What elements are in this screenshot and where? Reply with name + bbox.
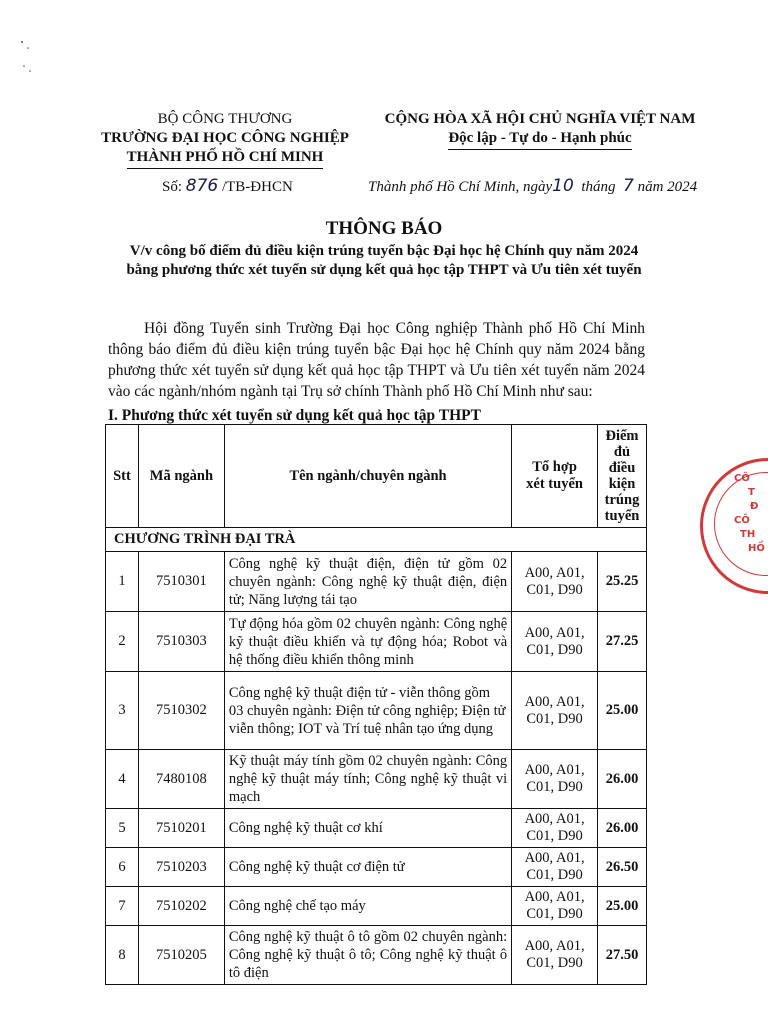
header-combo-line1: Tổ hợp (532, 459, 577, 475)
stamp-text-line: HỒ (748, 543, 765, 554)
cell-name: Kỹ thuật máy tính gồm 02 chuyên ngành: Công nghệ kỹ thuật máy tính; Công nghệ kỹ thuật vi mạch (224, 750, 511, 809)
admission-score-table (105, 424, 647, 985)
date-line (368, 176, 697, 196)
combo-line1: A00, A01, (524, 762, 585, 778)
cell-code: 7510301 (138, 552, 224, 612)
cell-code: 7510303 (138, 612, 224, 672)
cell-score: 27.25 (598, 612, 647, 672)
official-stamp-text (734, 472, 765, 556)
ministry-name: BỘ CÔNG THƯƠNG (157, 111, 293, 127)
header-score-line: điều (608, 460, 636, 476)
combo-line2: C01, D90 (526, 867, 583, 883)
combo-line1: A00, A01, (524, 811, 585, 827)
stamp-text-line: CÔ (734, 473, 750, 484)
combo-line1: A00, A01, (524, 889, 585, 905)
cell-stt: 5 (106, 809, 139, 848)
combo-line2: C01, D90 (526, 906, 583, 922)
stamp-text-line: TH (740, 529, 756, 540)
stamp-text-line: T (748, 487, 755, 498)
cell-score: 25.25 (598, 552, 647, 612)
cell-stt: 1 (106, 552, 139, 612)
cell-combo (512, 672, 598, 750)
stamp-text-line: CÔ (734, 515, 750, 526)
table-row (106, 926, 647, 985)
cell-name: Công nghệ kỹ thuật cơ điện tử (224, 848, 511, 887)
header-score (598, 425, 647, 528)
cell-stt: 6 (106, 848, 139, 887)
table-header-row (106, 425, 647, 528)
cell-score: 27.50 (598, 926, 647, 985)
cell-code: 7510302 (138, 672, 224, 750)
table-row (106, 612, 647, 672)
university-name-line1: TRƯỜNG ĐẠI HỌC CÔNG NGHIỆP (101, 130, 349, 146)
reference-number (162, 176, 293, 196)
header-score-line: Điểm (605, 428, 639, 444)
program-row (106, 528, 647, 552)
country-name: CỘNG HÒA XÃ HỘI CHỦ NGHĨA VIỆT NAM (384, 111, 696, 127)
cell-stt: 4 (106, 750, 139, 809)
combo-line1: A00, A01, (524, 564, 585, 581)
table-row (106, 672, 647, 750)
cell-code: 7480108 (138, 750, 224, 809)
date-place: Thành phố Hồ Chí Minh, ngày (368, 179, 553, 195)
header-score-line: tuyển (604, 508, 640, 524)
combo-line1: A00, A01, (524, 850, 585, 866)
scan-marks (18, 38, 38, 78)
cell-combo (512, 887, 598, 926)
header-code: Mã ngành (138, 425, 224, 528)
date-month: 7 (622, 176, 634, 196)
date-year: năm 2024 (637, 179, 698, 195)
combo-line2: C01, D90 (526, 581, 583, 598)
cell-name: Công nghệ kỹ thuật ô tô gồm 02 chuyên ngành: Công nghệ kỹ thuật ô tô; Công nghệ kỹ thuật ô tô điện (224, 926, 511, 985)
cell-combo (512, 926, 598, 985)
header-name: Tên ngành/chuyên ngành (224, 425, 511, 528)
table-row (106, 750, 647, 809)
cell-stt: 7 (106, 887, 139, 926)
program-label: CHƯƠNG TRÌNH ĐẠI TRÀ (106, 528, 647, 552)
issuer-block (100, 110, 350, 169)
date-month-label: tháng (581, 179, 616, 195)
cell-stt: 2 (106, 612, 139, 672)
header-combo-line2: xét tuyển (526, 476, 583, 492)
cell-score: 25.00 (598, 672, 647, 750)
subtitle-line2: bằng phương thức xét tuyển sử dụng kết quả học tập THPT và Ưu tiên xét tuyển (126, 262, 642, 278)
cell-stt: 8 (106, 926, 139, 985)
table-row (106, 552, 647, 612)
document-title: THÔNG BÁO (325, 218, 443, 239)
national-motto: Độc lập - Tự do - Hạnh phúc (448, 129, 631, 150)
cell-code: 7510201 (138, 809, 224, 848)
cell-code: 7510205 (138, 926, 224, 985)
subtitle-line1: V/v công bố điểm đủ điều kiện trúng tuyển bậc Đại học hệ Chính quy năm 2024 (129, 243, 639, 259)
cell-score: 25.00 (598, 887, 647, 926)
cell-name: Công nghệ chế tạo máy (224, 887, 511, 926)
cell-code: 7510202 (138, 887, 224, 926)
cell-code: 7510203 (138, 848, 224, 887)
cell-combo (512, 612, 598, 672)
date-day: 10 (552, 176, 574, 196)
cell-combo (512, 552, 598, 612)
cell-name: Công nghệ kỹ thuật điện, điện tử gồm 02 chuyên ngành: Công nghệ kỹ thuật điện, điện tử; Năng lượng tái tạo (224, 552, 511, 612)
header-combo (512, 425, 598, 528)
header-score-line: trúng (604, 492, 640, 508)
combo-line2: C01, D90 (526, 641, 583, 658)
combo-line1: A00, A01, (524, 693, 585, 710)
combo-line2: C01, D90 (526, 710, 583, 727)
cell-name: Công nghệ kỹ thuật cơ khí (224, 809, 511, 848)
header-score-line: kiện (608, 476, 636, 492)
cell-combo (512, 750, 598, 809)
intro-paragraph (108, 318, 645, 402)
cell-combo (512, 809, 598, 848)
header-score-line: đủ (613, 444, 631, 460)
table-row (106, 809, 647, 848)
document-subtitle (60, 242, 708, 280)
cell-stt: 3 (106, 672, 139, 750)
reference-handwritten-number: 876 (185, 176, 219, 196)
section-heading: I. Phương thức xét tuyển sử dụng kết quả học tập THPT (108, 407, 481, 424)
stamp-text-line: Đ (750, 501, 759, 512)
cell-score: 26.50 (598, 848, 647, 887)
cell-name: Công nghệ kỹ thuật điện tử - viễn thông gồm 03 chuyên ngành: Điện tử công nghiệp; Điện tử viễn thông; IOT và Trí tuệ nhân tạo ứng dụng (224, 672, 511, 750)
cell-name: Tự động hóa gồm 02 chuyên ngành: Công nghệ kỹ thuật điều khiển và tự động hóa; Robot và hệ thống điều khiển thông minh (224, 612, 511, 672)
cell-score: 26.00 (598, 809, 647, 848)
cell-combo (512, 848, 598, 887)
intro-text: Hội đồng Tuyển sinh Trường Đại học Công nghiệp Thành phố Hồ Chí Minh thông báo điểm đủ điều kiện trúng tuyển bậc Đại học hệ Chính quy năm 2024 bằng phương thức xét tuyển sử dụng kết quả học tập THPT và Ưu tiên xét tuyển năm 2024 vào các ngành/nhóm ngành tại Trụ sở chính Thành phố Hồ Chí Minh như sau: (108, 320, 645, 400)
university-name-line2: THÀNH PHỐ HỒ CHÍ MINH (127, 148, 324, 169)
national-header (370, 110, 710, 150)
header-stt: Stt (106, 425, 139, 528)
combo-line2: C01, D90 (526, 828, 583, 844)
combo-line2: C01, D90 (526, 779, 583, 795)
reference-suffix: /TB-ĐHCN (221, 179, 293, 195)
combo-line1: A00, A01, (524, 624, 585, 641)
table-row (106, 848, 647, 887)
cell-score: 26.00 (598, 750, 647, 809)
table-row (106, 887, 647, 926)
combo-line1: A00, A01, (524, 938, 585, 954)
reference-prefix: Số: (162, 179, 183, 195)
combo-line2: C01, D90 (526, 955, 583, 971)
